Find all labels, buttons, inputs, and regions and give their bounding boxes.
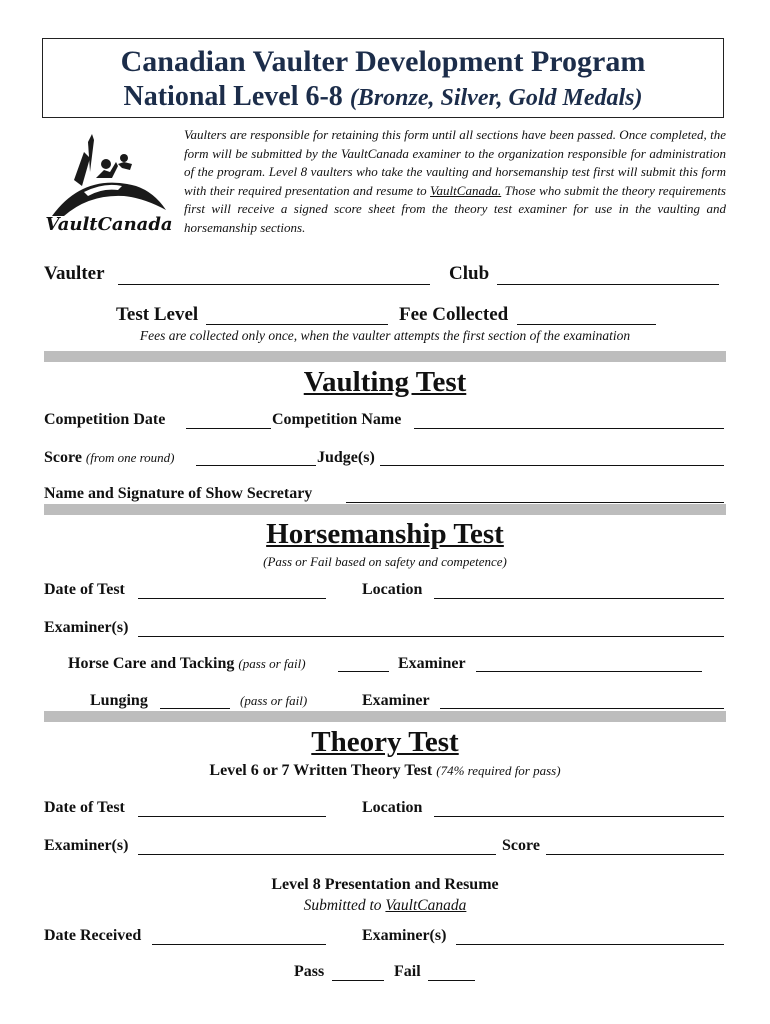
theory-examiners-field[interactable]	[138, 854, 496, 855]
competition-date-field[interactable]	[186, 428, 271, 429]
horsemanship-examiners-label: Examiner(s)	[44, 619, 129, 636]
vaulting-test-heading: Vaulting Test	[303, 366, 467, 398]
theory-score-label: Score	[502, 837, 540, 854]
date-received-label: Date Received	[44, 927, 142, 944]
score-note: (from one round)	[85, 450, 175, 465]
section-divider	[44, 504, 726, 515]
presentation-examiners-label: Examiner(s)	[362, 927, 447, 944]
horse-care-examiner-label: Examiner	[398, 655, 466, 672]
lunging-label: Lunging	[90, 692, 148, 709]
club-label: Club	[449, 263, 490, 284]
written-theory-note: (74% required for pass)	[436, 763, 561, 778]
horsemanship-date-label: Date of Test	[44, 581, 125, 598]
horsemanship-location-label: Location	[362, 581, 423, 598]
section-divider	[44, 351, 726, 362]
horsemanship-location-field[interactable]	[434, 598, 724, 599]
lunging-pass-fail-note: (pass or fail)	[240, 693, 308, 708]
title-box	[42, 38, 724, 118]
theory-location-label: Location	[362, 799, 423, 816]
score-text: Score	[44, 449, 82, 466]
level-title: National Level 6-8	[123, 81, 343, 112]
horse-care-pass-fail-note: (pass or fail)	[238, 656, 306, 671]
medals-subtitle: (Bronze, Silver, Gold Medals)	[349, 85, 643, 111]
score-field[interactable]	[196, 465, 316, 466]
theory-location-field[interactable]	[434, 816, 724, 817]
theory-examiners-label: Examiner(s)	[44, 837, 129, 854]
score-label	[44, 449, 175, 467]
intro-text-1: Vaulters are responsible for retaining this form until all sections have been passed. Once completed, the form will be submitted by the VaultCanada examiner to the organization responsible for administration of the program. Level 8 vaulters who take the vaulting and horsemanship test first will submit this form with their required presentation and resume to	[184, 127, 726, 198]
show-secretary-label: Name and Signature of Show Secretary	[44, 485, 313, 502]
theory-date-field[interactable]	[138, 816, 326, 817]
vaulter-label: Vaulter	[44, 263, 105, 284]
vaultcanada-link[interactable]: VaultCanada.	[430, 182, 502, 198]
horsemanship-test-heading: Horsemanship Test	[266, 518, 504, 550]
form-title: Canadian Vaulter Development Program	[120, 45, 646, 78]
judges-field[interactable]	[380, 465, 724, 466]
vaultcanada-logo	[44, 134, 174, 244]
competition-date-label: Competition Date	[44, 411, 166, 428]
form-subtitle	[43, 81, 723, 113]
instructions-paragraph	[184, 126, 726, 238]
fee-collected-label: Fee Collected	[399, 304, 509, 325]
horse-care-text: Horse Care and Tacking	[68, 655, 235, 672]
submitted-to-line	[0, 897, 770, 915]
horsemanship-note: (Pass or Fail based on safety and competence)	[263, 554, 507, 569]
theory-score-field[interactable]	[546, 854, 724, 855]
horse-care-label	[68, 655, 306, 673]
lunging-examiner-label: Examiner	[362, 692, 430, 709]
test-level-label: Test Level	[116, 304, 199, 325]
show-secretary-field[interactable]	[346, 502, 724, 503]
horse-care-examiner-field[interactable]	[476, 671, 702, 672]
section-divider	[44, 711, 726, 722]
judges-label: Judge(s)	[317, 449, 375, 466]
written-theory-label	[0, 762, 770, 780]
pass-label: Pass	[294, 963, 325, 980]
theory-test-heading: Theory Test	[311, 726, 459, 758]
pass-field[interactable]	[332, 980, 384, 981]
fee-note: Fees are collected only once, when the vaulter attempts the first section of the examination	[139, 328, 631, 343]
logo-text: VaultCanada	[45, 214, 173, 235]
presentation-examiners-field[interactable]	[456, 944, 724, 945]
horse-care-result-field[interactable]	[338, 671, 389, 672]
intro-text-2: Those who submit the theory requirements first will receive a signed score sheet from the theory test examiner for use in the vaulting and horsemanship sections.	[184, 182, 726, 235]
fail-label: Fail	[394, 963, 421, 980]
horsemanship-date-field[interactable]	[138, 598, 326, 599]
submitted-to-link[interactable]: VaultCanada	[385, 897, 467, 914]
presentation-title: Level 8 Presentation and Resume	[271, 876, 499, 893]
competition-name-field[interactable]	[414, 428, 724, 429]
date-received-field[interactable]	[152, 944, 326, 945]
competition-name-label: Competition Name	[272, 411, 402, 428]
submitted-to-text: Submitted to	[303, 897, 382, 914]
written-theory-text: Level 6 or 7 Written Theory Test	[209, 762, 433, 779]
fail-field[interactable]	[428, 980, 475, 981]
club-field[interactable]	[497, 284, 719, 285]
lunging-examiner-field[interactable]	[440, 708, 724, 709]
horsemanship-examiners-field[interactable]	[138, 636, 724, 637]
lunging-result-field[interactable]	[160, 708, 230, 709]
vaulter-field[interactable]	[118, 284, 430, 285]
test-level-field[interactable]	[206, 324, 388, 325]
theory-date-label: Date of Test	[44, 799, 125, 816]
fee-collected-field[interactable]	[517, 324, 656, 325]
